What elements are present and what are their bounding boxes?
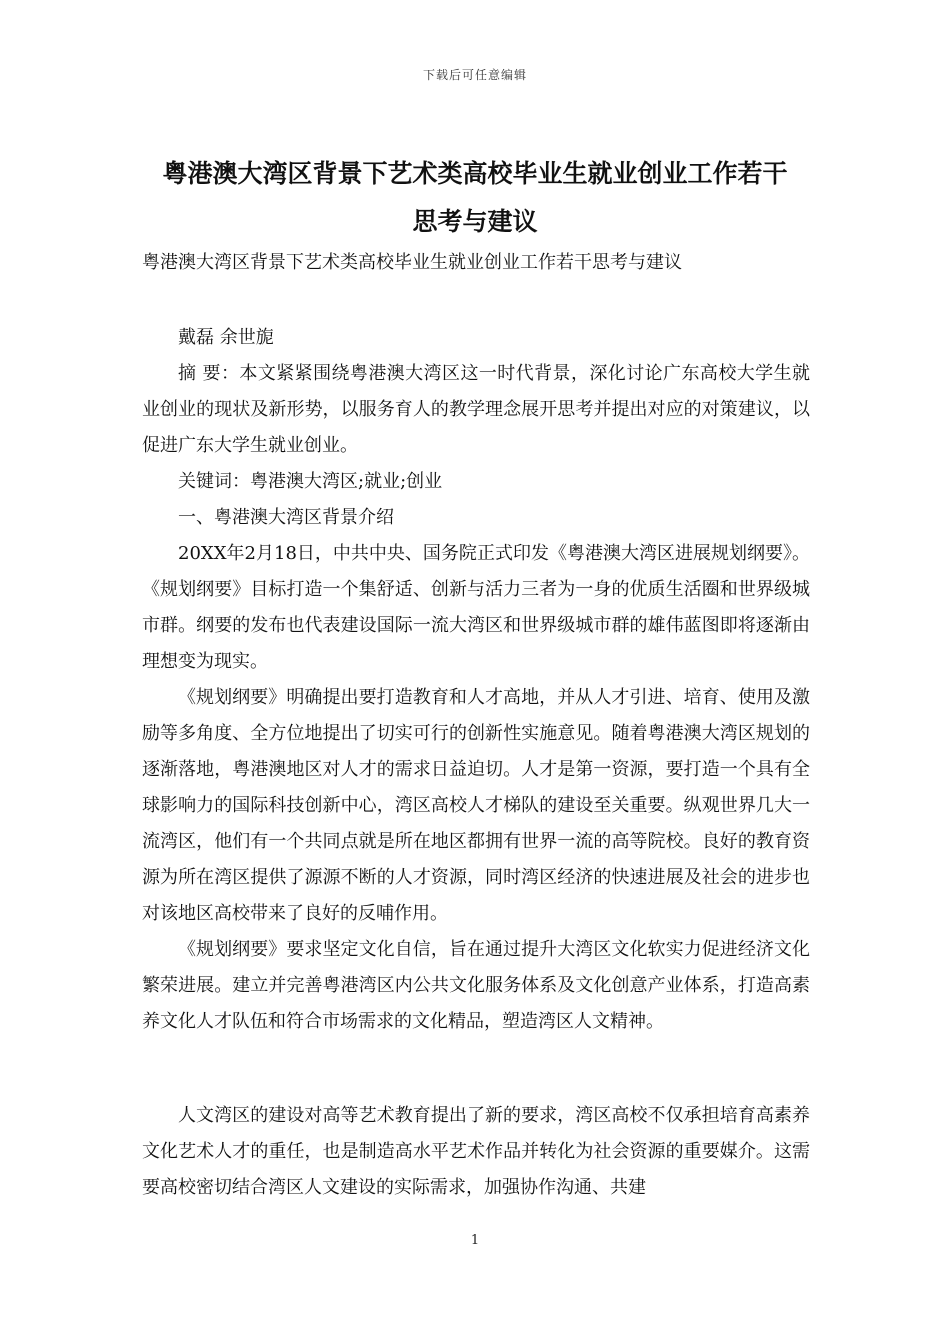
body-paragraph: 《规划纲要》明确提出要打造教育和人才高地，并从人才引进、培育、使用及激励等多角度、全方位地提出了切实可行的创新性实施意见。随着粤港澳大湾区规划的逐渐落地，粤港澳地区对人才的需求日益迫切。人才是第一资源，要打造一个具有全球影响力的国际科技创新中心，湾区高校人才梯队的建设至关重要。纵观世界几大一流湾区，他们有一个共同点就是所在地区都拥有世界一流的高等院校。良好的教育资源为所在湾区提供了源源不断的人才资源，同时湾区经济的快速进展及社会的进步也对该地区高校带来了良好的反哺作用。: [142, 687, 810, 924]
authors: 戴磊 余世旎: [178, 327, 274, 348]
body-paragraph: 人文湾区的建设对高等艺术教育提出了新的要求，湾区高校不仅承担培育高素养文化艺术人才的重任，也是制造高水平艺术作品并转化为社会资源的重要媒介。这需要高校密切结合湾区人文建设的实际需求，加强协作沟通、共建: [142, 1105, 810, 1198]
section-heading: 一、粤港澳大湾区背景介绍: [178, 507, 394, 528]
document-subtitle: 粤港澳大湾区背景下艺术类高校毕业生就业创业工作若干思考与建议: [142, 252, 682, 273]
abstract-paragraph: 摘 要：本文紧紧围绕粤港澳大湾区这一时代背景，深化讨论广东高校大学生就业创业的现状及新形势，以服务育人的教学理念展开思考并提出对应的对策建议，以促进广东大学生就业创业。: [142, 363, 810, 456]
header-note: 下载后可任意编辑: [422, 68, 527, 82]
keywords-paragraph: 关键词：粤港澳大湾区;就业;创业: [178, 471, 443, 492]
page-number: 1: [470, 1233, 480, 1248]
body-paragraph: 《规划纲要》要求坚定文化自信，旨在通过提升大湾区文化软实力促进经济文化繁荣进展。建立并完善粤港湾区内公共文化服务体系及文化创意产业体系，打造高素养文化人才队伍和符合市场需求的文化精品，塑造湾区人文精神。: [142, 939, 810, 1032]
body-paragraph: 20XX年2月18日，中共中央、国务院正式印发《粤港澳大湾区进展规划纲要》。《规划纲要》目标打造一个集舒适、创新与活力三者为一身的优质生活圈和世界级城市群。纲要的发布也代表建设国际一流大湾区和世界级城市群的雄伟蓝图即将逐渐由理想变为现实。: [142, 543, 810, 672]
document-title-line-1: 粤港澳大湾区背景下艺术类高校毕业生就业创业工作若干: [162, 159, 788, 188]
document-title-line-2: 思考与建议: [412, 207, 538, 236]
document-body: [142, 356, 810, 1040]
author-line: [142, 320, 810, 356]
document-body-continued: [142, 1098, 810, 1206]
